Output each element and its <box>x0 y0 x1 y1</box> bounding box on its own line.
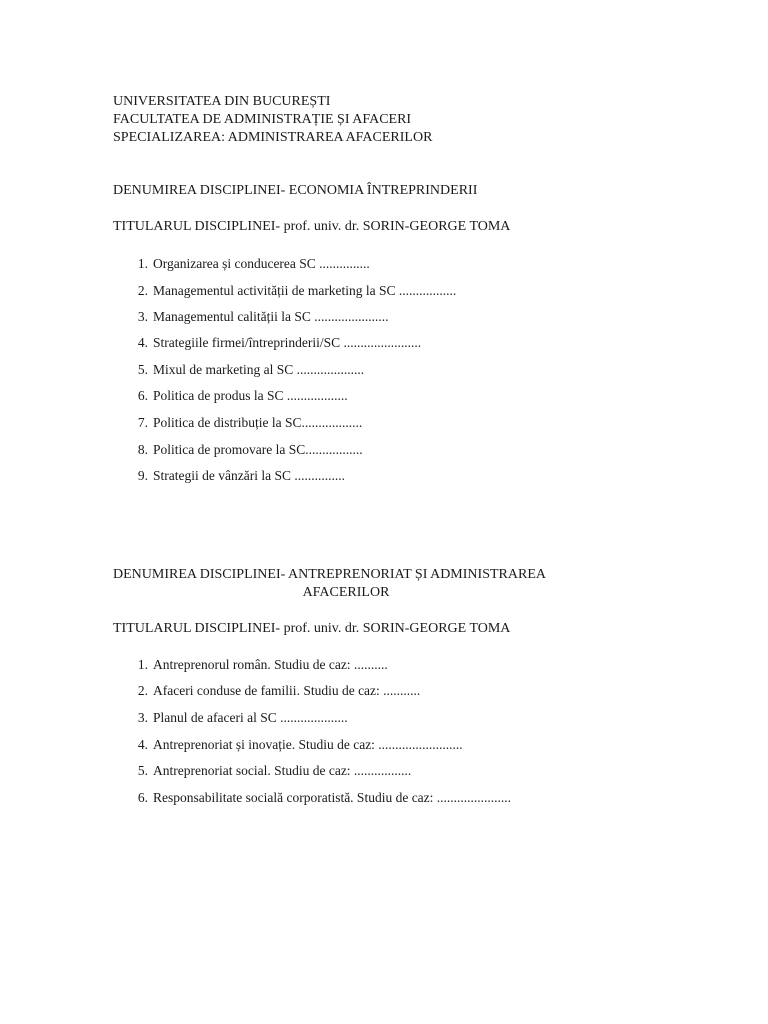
list-item-text: Strategii de vânzări la SC ............... <box>153 468 345 483</box>
list-item-text: Politica de promovare la SC................. <box>153 442 363 457</box>
list-item <box>113 762 411 780</box>
list-item-text: Politica de produs la SC .................. <box>153 388 348 403</box>
list-item <box>113 361 364 379</box>
list-item <box>113 334 421 352</box>
list-item-number: 6. <box>137 388 148 403</box>
list-item <box>113 414 362 432</box>
discipline-1-holder: TITULARUL DISCIPLINEI- prof. univ. dr. SORIN-GEORGE TOMA <box>113 219 511 234</box>
list-item-number: 3. <box>137 309 148 324</box>
list-item-text: Organizarea și conducerea SC ............... <box>153 256 370 271</box>
discipline-2-holder: TITULARUL DISCIPLINEI- prof. univ. dr. SORIN-GEORGE TOMA <box>113 621 511 636</box>
faculty-name: FACULTATEA DE ADMINISTRAȚIE ȘI AFACERI <box>113 112 412 127</box>
list-item-number: 1. <box>137 256 148 271</box>
list-item <box>113 441 363 459</box>
university-name: UNIVERSITATEA DIN BUCUREȘTI <box>113 94 331 109</box>
list-item <box>113 467 345 485</box>
list-item-number: 2. <box>137 683 148 698</box>
list-item-text: Politica de distribuție la SC.................. <box>153 415 363 430</box>
list-item <box>113 682 420 700</box>
list-item-text: Antreprenorul român. Studiu de caz: .......... <box>153 657 388 672</box>
list-item-text: Managementul activității de marketing la SC ................. <box>153 283 457 298</box>
list-item <box>113 789 511 807</box>
specialization: SPECIALIZAREA: ADMINISTRAREA AFACERILOR <box>113 130 433 145</box>
list-item <box>113 709 348 727</box>
list-item <box>113 282 456 300</box>
list-item-number: 9. <box>137 468 148 483</box>
list-item-number: 6. <box>137 790 148 805</box>
list-item-number: 1. <box>137 657 148 672</box>
list-item <box>113 308 388 326</box>
list-item-number: 4. <box>137 335 148 350</box>
list-item-text: Afaceri conduse de familii. Studiu de caz: ........... <box>153 683 421 698</box>
list-item-text: Antreprenoriat și inovație. Studiu de caz: ......................... <box>153 737 463 752</box>
discipline-1-title: DENUMIREA DISCIPLINEI- ECONOMIA ÎNTREPRINDERII <box>113 183 478 198</box>
discipline-2-title-line-1: DENUMIREA DISCIPLINEI- ANTREPRENORIAT ȘI ADMINISTRAREA <box>113 567 546 582</box>
list-item-number: 5. <box>137 362 148 377</box>
list-item-number: 3. <box>137 710 148 725</box>
list-item <box>113 255 370 273</box>
list-item-text: Responsabilitate socială corporatistă. Studiu de caz: ...................... <box>153 790 512 805</box>
list-item-text: Mixul de marketing al SC .................... <box>153 362 365 377</box>
list-item <box>113 656 388 674</box>
list-item <box>113 736 463 754</box>
list-item <box>113 387 348 405</box>
list-item-text: Strategiile firmei/întreprinderii/SC ....................... <box>153 335 422 350</box>
list-item-number: 2. <box>137 283 148 298</box>
list-item-text: Antreprenoriat social. Studiu de caz: ................. <box>153 763 412 778</box>
discipline-2-title-line-2: AFACERILOR <box>302 585 390 600</box>
list-item-number: 5. <box>137 763 148 778</box>
list-item-number: 7. <box>137 415 148 430</box>
list-item-number: 4. <box>137 737 148 752</box>
list-item-text: Planul de afaceri al SC .................... <box>153 710 348 725</box>
list-item-text: Managementul calității la SC ...................... <box>153 309 389 324</box>
list-item-number: 8. <box>137 442 148 457</box>
